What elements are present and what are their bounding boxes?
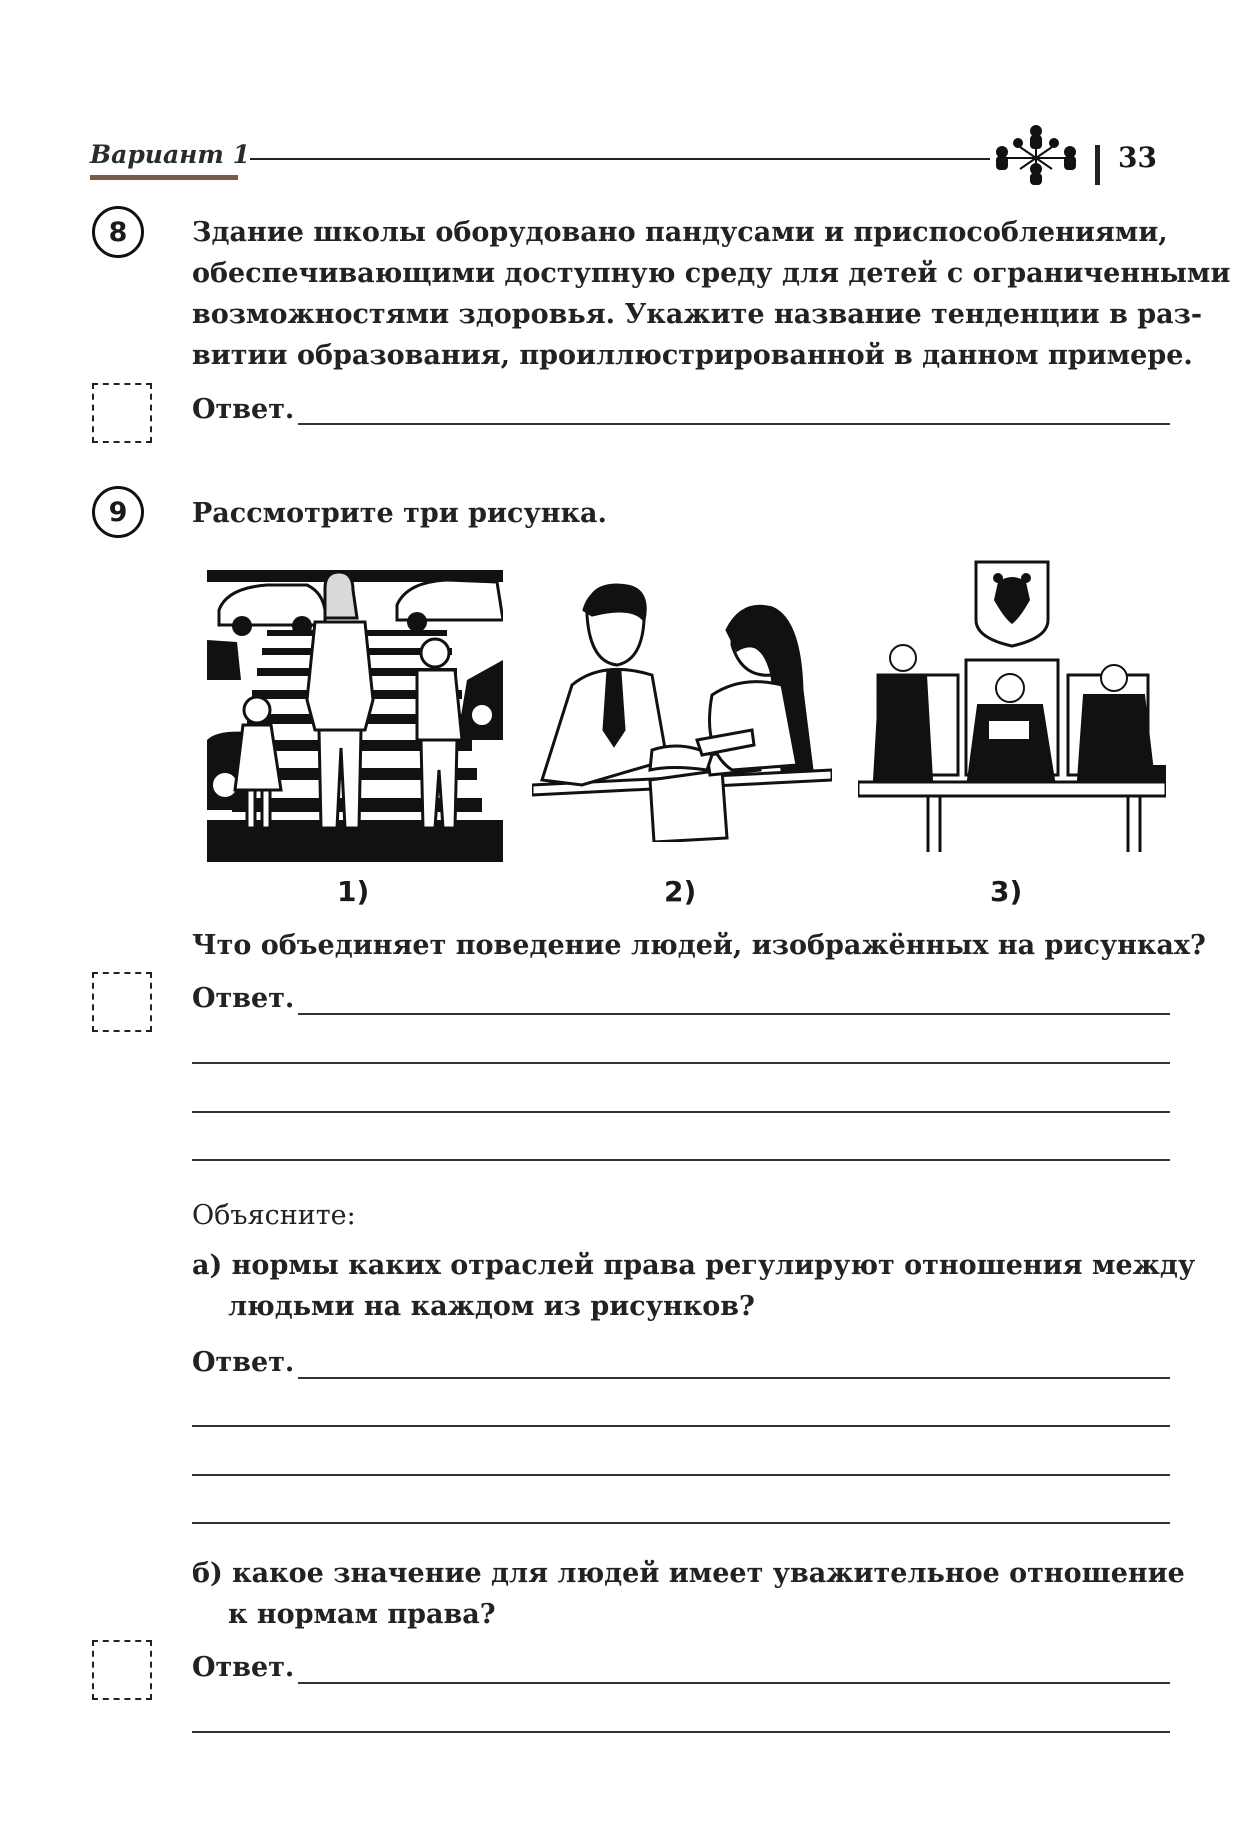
question-9-intro: Рассмотрите три рисунка. <box>192 498 607 529</box>
variant-label: Вариант 1 <box>90 140 250 169</box>
part-a-line: людьми на каждом из рисунков? <box>228 1291 755 1322</box>
question-8-number: 8 <box>92 206 144 258</box>
question-8-score-box[interactable] <box>92 383 152 443</box>
part-a-text <box>192 1245 1195 1327</box>
picture-1-crosswalk <box>207 570 503 862</box>
part-a-answer-label: Ответ. <box>192 1347 295 1378</box>
question-8-line: обеспечивающими доступную среду для детей с ограниченными <box>192 258 1231 289</box>
picture-1-caption: 1) <box>337 875 370 908</box>
header-rule <box>250 158 990 160</box>
part-b-answer-line[interactable] <box>192 1731 1170 1733</box>
question-9-answer-line[interactable] <box>192 1111 1170 1113</box>
part-b-answer-label: Ответ. <box>192 1652 295 1683</box>
people-network-icon <box>990 125 1085 185</box>
part-a-answer-line[interactable] <box>192 1522 1170 1524</box>
variant-underline <box>90 175 238 180</box>
part-b-line: к нормам права? <box>228 1599 496 1630</box>
question-8-line: возможностями здоровья. Укажите название тенденции в раз- <box>192 299 1203 330</box>
question-9-answer-line[interactable] <box>192 1062 1170 1064</box>
part-b-text <box>192 1553 1185 1635</box>
question-9-answer-line[interactable] <box>192 1159 1170 1161</box>
part-b-answer-line[interactable] <box>298 1682 1170 1684</box>
part-a-line: а) нормы каких отраслей права регулируют отношения между <box>192 1250 1196 1281</box>
question-9-answer-label: Ответ. <box>192 983 295 1014</box>
question-9-prompt: Что объединяет поведение людей, изображённых на рисунках? <box>192 930 1206 961</box>
explain-label: Объясните: <box>192 1200 356 1231</box>
question-8-line: витии образования, проиллюстрированной в данном примере. <box>192 340 1193 371</box>
question-9-answer-line[interactable] <box>298 1013 1170 1015</box>
picture-3-courtroom <box>858 560 1166 858</box>
picture-2-caption: 2) <box>664 875 697 908</box>
question-8-answer-line[interactable] <box>298 423 1170 425</box>
part-a-answer-line[interactable] <box>192 1425 1170 1427</box>
part-b-line: б) какое значение для людей имеет уважительное отношение <box>192 1558 1185 1589</box>
page-separator <box>1095 145 1100 185</box>
question-8-line: Здание школы оборудовано пандусами и приспособлениями, <box>192 217 1168 248</box>
part-b-score-box[interactable] <box>92 1640 152 1700</box>
part-a-answer-line[interactable] <box>298 1377 1170 1379</box>
question-8-text <box>192 212 1230 376</box>
question-9-score-box[interactable] <box>92 972 152 1032</box>
page-number: 33 <box>1118 141 1157 174</box>
part-a-answer-line[interactable] <box>192 1474 1170 1476</box>
picture-3-caption: 3) <box>990 875 1023 908</box>
question-9-number: 9 <box>92 486 144 538</box>
picture-2-signing <box>532 580 832 842</box>
question-8-answer-label: Ответ. <box>192 394 295 425</box>
